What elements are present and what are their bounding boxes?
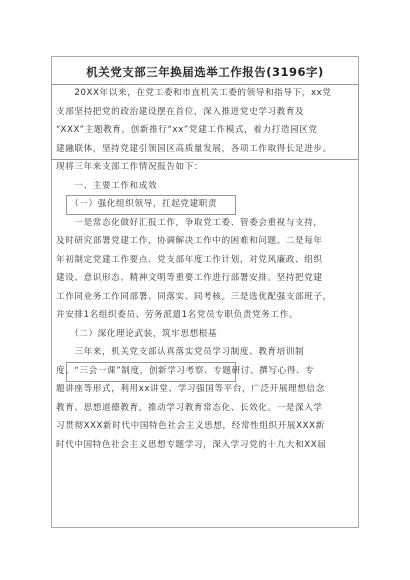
body-line: 度、“三会一课”制度，创新学习考察、专题研讨、撰写心得、专 xyxy=(56,365,315,376)
body-line: “XXX”主题教育，创新推行“xx”党建工作模式，着力打造园区党 xyxy=(56,125,318,135)
body-line: 习贯彻XXX新时代中国特色社会主义思想，经常性组织开展XXX新 xyxy=(56,421,325,431)
document-body xyxy=(56,84,356,454)
body-line: 支部坚持把党的政治建设摆在首位，深入推进党史学习教育及 xyxy=(56,106,305,117)
body-line: 年初制定党建工作要点、党支部年度工作计划，对党风廉政、组织 xyxy=(56,254,323,265)
body-line: 工作同业务工作同部署、同落实、同考核。三是选优配强支部班子， xyxy=(56,291,332,302)
body-line: 并安排1名组织委员、劳务派遣1名党员专职负责党务工作。 xyxy=(56,310,298,320)
body-line: 教育、思想道德教育，推动学习教育常态化、长效化。一是深入学 xyxy=(56,402,323,413)
body-line: 现将三年来支部工作情况报告如下： xyxy=(56,162,204,172)
body-line: 20XX年以来，在党工委和市直机关工委的领导和指导下，xx党 xyxy=(56,88,332,98)
body-line: 建设、意识形态、精神文明等重要工作进行部署安排。坚持把党建 xyxy=(56,273,323,283)
body-line: 一是常态化做好汇报工作，争取党工委、管委会重视与支持， xyxy=(56,217,323,228)
document-title: 机关党支部三年换届选举工作报告(3196字) xyxy=(86,65,324,79)
body-line: 建融联体，坚持党建引领园区高质量发展，各项工作取得长足进步。 xyxy=(56,143,332,154)
body-line: 及时研究部署党建工作，协调解决工作中的困难和问题。二是每年 xyxy=(56,236,323,246)
body-line: 时代中国特色社会主义思想专题学习，深入学习党的十九大和XX届 xyxy=(56,439,327,450)
section-heading: 一、主要工作和成效 xyxy=(56,180,158,191)
body-line: 题讲座等形式，利用xx讲堂、学习强国等平台，广泛开展理想信念 xyxy=(56,384,325,394)
subsection-heading: （二）深化理论武装，筑牢思想根基 xyxy=(56,328,218,339)
body-line: 三年来，机关党支部认真落实党员学习制度、教育培训制 xyxy=(56,347,305,357)
subsection-heading: （一）强化组织领导，扛起党建职责 xyxy=(56,199,218,209)
